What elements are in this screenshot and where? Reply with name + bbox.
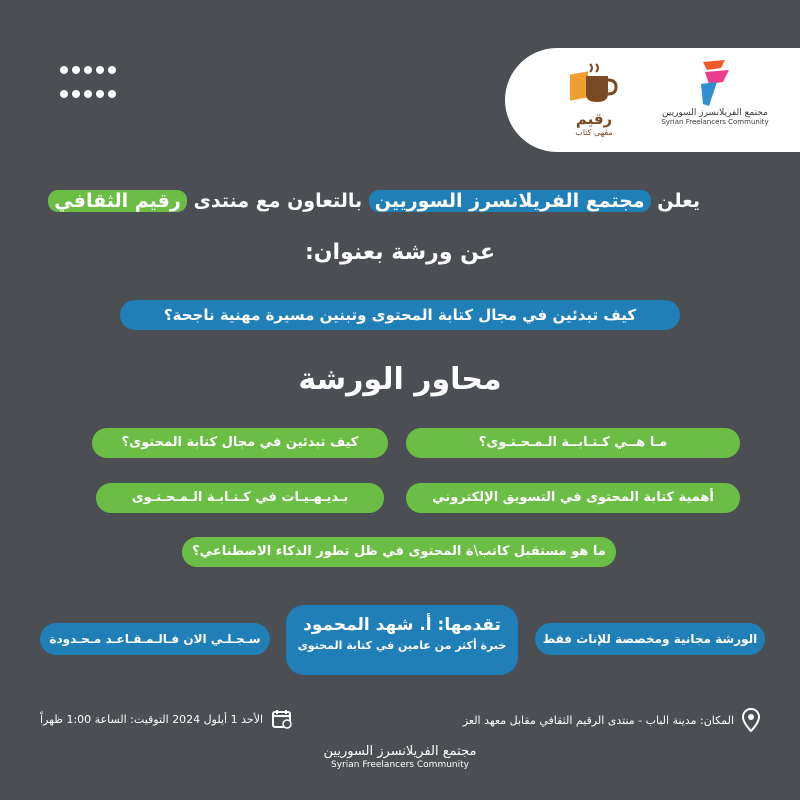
axis-item-4: بـديـهـيـات في كـتـابـة الـمـحـتـوى <box>96 483 384 513</box>
axis-item-5: ما هو مستقبل كاتب\ة المحتوى في ظل تطور الذكاء الاصطناعي؟ <box>182 537 616 567</box>
partner-highlight: رقيم الثقافي <box>48 190 187 212</box>
bottom-org-ar: مجتمع الفريلانسرز السوريين <box>323 744 477 759</box>
axis-item-1: مـا هــي كـتـابــة الـمـحـتـوى؟ <box>406 428 740 458</box>
axis-item-3: أهمية كتابة المحتوى في التسويق الإلكتروني <box>406 483 740 513</box>
decorative-dots <box>60 66 128 114</box>
presenter-name: تقدمها: أ. شهد المحمود <box>303 615 501 635</box>
announcement-line <box>48 190 700 212</box>
register-note-pill: سـجـلـي الان فـالـمـقـاعـد مـحـدودة <box>40 623 270 655</box>
presenter-box <box>286 605 518 675</box>
announce-word: يعلن <box>657 190 700 212</box>
workshop-subtitle: عن ورشة بعنوان: <box>304 240 495 265</box>
date-text: الأحد 1 أيلول 2024 التوقيت: الساعة 1:00 ظهراً <box>40 712 264 726</box>
footer-place <box>463 708 760 732</box>
collab-text: بالتعاون مع منتدى <box>193 190 363 212</box>
calendar-icon <box>271 708 293 730</box>
raqeem-logo <box>562 58 626 137</box>
place-text: المكان: مدينة الباب - منتدى الرقيم الثقافي مقابل معهد العز <box>462 713 734 727</box>
footer-date <box>40 708 293 730</box>
bottom-org-en: Syrian Freelancers Community <box>331 760 469 771</box>
coffee-book-icon <box>562 58 626 106</box>
location-pin-icon <box>742 708 760 732</box>
org-highlight: مجتمع الفريلانسرز السوريين <box>369 190 651 212</box>
presenter-desc: خبرة أكثر من عامين في كتابة المحتوى <box>297 639 507 652</box>
raqeem-logo-sub: مقهى كتاب <box>575 128 613 137</box>
workshop-title-pill: كيف تبدئين في مجال كتابة المحتوى وتبنين مسيرة مهنية ناجحة؟ <box>120 300 680 330</box>
sfc-logo-en: Syrian Freelancers Community <box>661 118 769 127</box>
sfc-logo-ar: مجتمع الفريلانسرز السوريين <box>662 108 768 118</box>
sfc-logo <box>660 58 770 126</box>
raqeem-logo-name: رقيم <box>575 110 613 128</box>
sfc-mark-icon <box>695 58 735 108</box>
axis-item-2: كيف تبدئين في مجال كتابة المحتوى؟ <box>92 428 388 458</box>
free-note-pill: الورشة مجانية ومخصصة للإناث فقط <box>535 623 765 655</box>
bottom-org <box>300 744 500 772</box>
axes-heading: محاور الورشة <box>298 362 502 397</box>
